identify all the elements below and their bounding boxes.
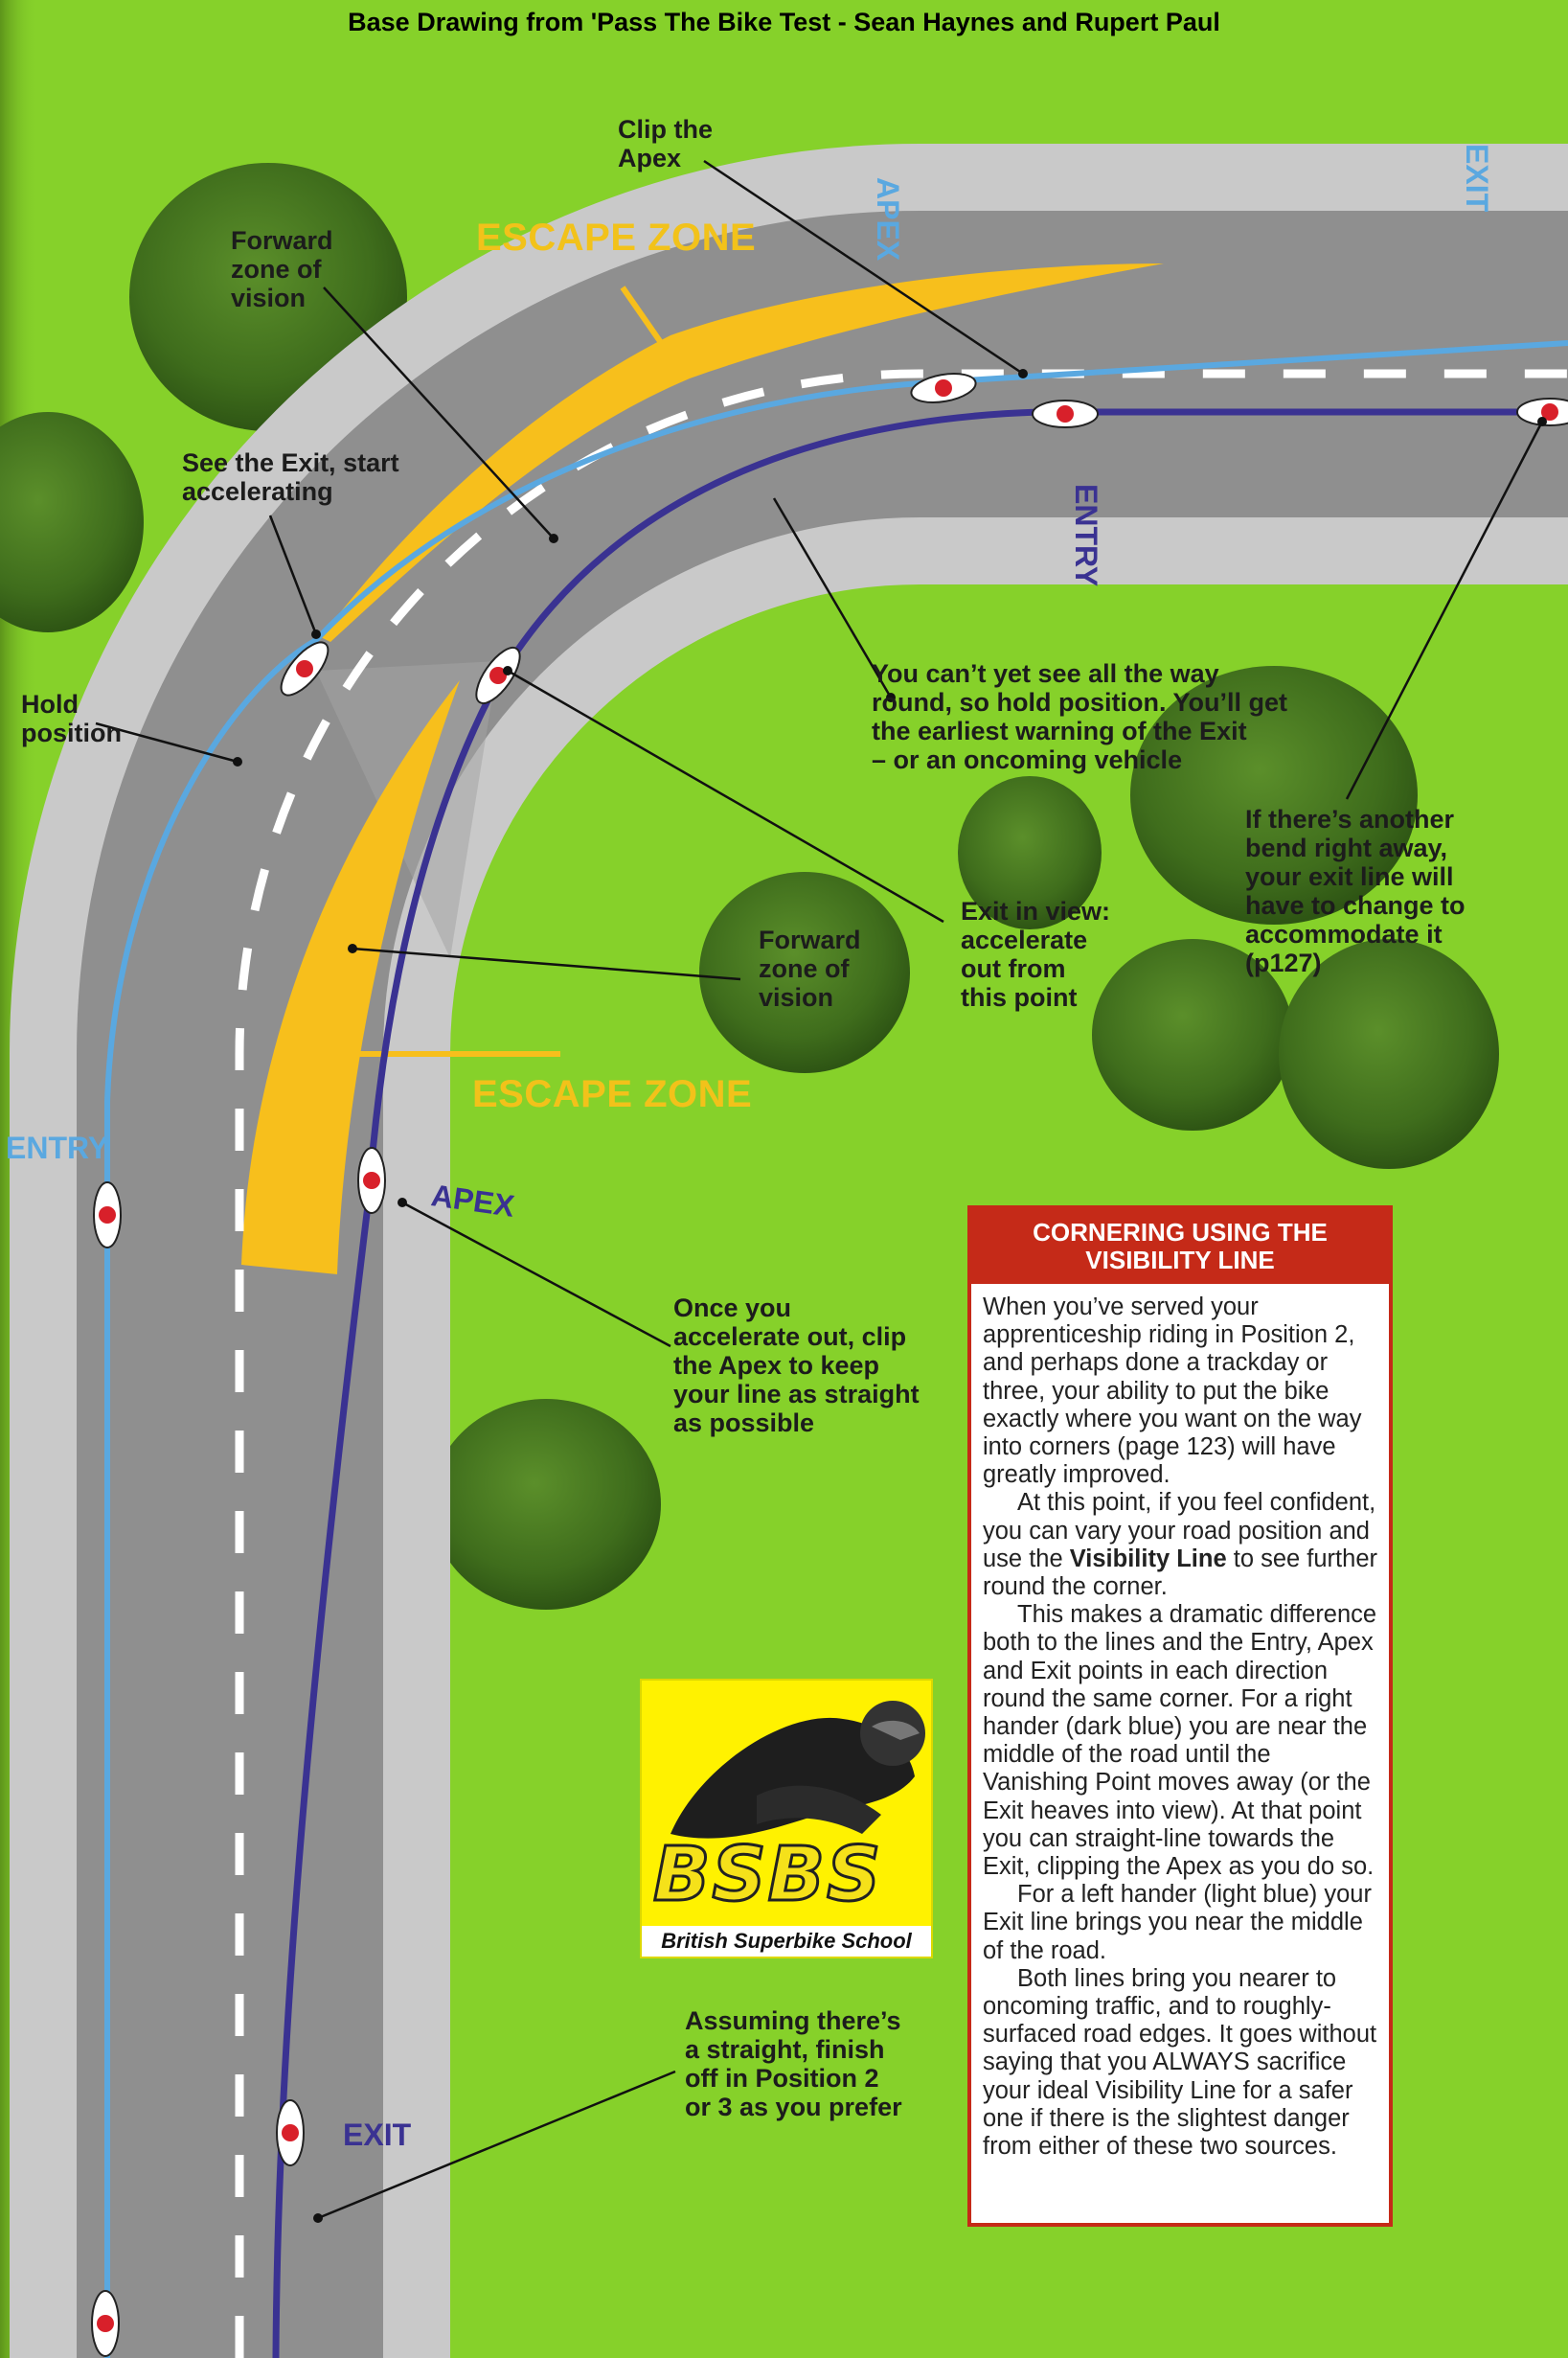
box-paragraph: This makes a dramatic difference both to the lines and the Entry, Apex and Exit points in each direction round the same corner. For a right hander (dark blue) you are near the middle of the road until the Vanishing Point moves away (or the Exit heaves into view). At that point you can straight-line towards the Exit, clipping the Apex as you do so. — [983, 1601, 1377, 1881]
escape-zone-top-label: ESCAPE ZONE — [476, 217, 757, 259]
forward-zone-top-annotation: Forward zone of vision — [231, 226, 333, 312]
visibility-line-emphasis: Visibility Line — [1069, 1545, 1227, 1572]
entry-mid-label: ENTRY — [1069, 484, 1103, 587]
exit-top-label: EXIT — [1460, 144, 1494, 213]
apex-top-label: APEX — [871, 177, 905, 262]
entry-left-label: ENTRY — [6, 1131, 109, 1165]
clip-apex-annotation: Clip the Apex — [618, 115, 713, 172]
see-exit-annotation: See the Exit, start accelerating — [182, 448, 399, 506]
box-body — [971, 1284, 1389, 2161]
once-accelerate-annotation: Once you accelerate out, clip the Apex to keep your line as straight as possible — [673, 1293, 920, 1437]
assuming-straight-annotation: Assuming there’s a straight, finish off in Position 2 or 3 as you prefer — [685, 2006, 902, 2121]
hold-position-annotation: Hold position — [21, 690, 122, 747]
apex-mid-label: APEX — [428, 1178, 517, 1224]
escape-zone-bottom-label: ESCAPE ZONE — [472, 1073, 753, 1115]
bsbs-logo — [640, 1679, 933, 1958]
box-paragraph: Both lines bring you nearer to oncoming traffic, and to roughly-surfaced road edges. It goes without saying that you ALWAYS sacrifice your ideal Visibility Line for a safer one if there is the slightest danger from either of these two sources. — [983, 1964, 1377, 2161]
forward-zone-mid-annotation: Forward zone of vision — [759, 926, 861, 1012]
exit-in-view-annotation: Exit in view: accelerate out from this point — [961, 897, 1111, 1012]
box-paragraph: At this point, if you feel confident, you can vary your road position and use the Visibility Line to see further round the corner. — [983, 1489, 1377, 1601]
exit-bottom-label: EXIT — [343, 2118, 412, 2152]
tree — [431, 1399, 661, 1610]
visibility-line-box — [967, 1205, 1393, 2227]
box-title: CORNERING USING THE VISIBILITY LINE — [971, 1209, 1389, 1284]
box-paragraph: When you’ve served your apprenticeship riding in Position 2, and perhaps done a trackday or three, your ability to put the bike exactly where you want on the way into corners (page 123) will have greatly improved. — [983, 1293, 1362, 1489]
source-credit: Base Drawing from 'Pass The Bike Test - Sean Haynes and Rupert Paul — [348, 8, 1220, 36]
box-paragraph: For a left hander (light blue) your Exit line brings you near the middle of the road. — [983, 1881, 1372, 1964]
logo-subtitle: British Superbike School — [642, 1926, 931, 1957]
logo-wordmark: BSBS — [653, 1832, 883, 1918]
cant-see-annotation: You can’t yet see all the way round, so hold position. You’ll get the earliest warning of the Exit – or an oncoming vehicle — [872, 659, 1287, 774]
another-bend-annotation: If there’s another bend right away, your exit line will have to change to accommodate it (p127) — [1245, 805, 1466, 977]
